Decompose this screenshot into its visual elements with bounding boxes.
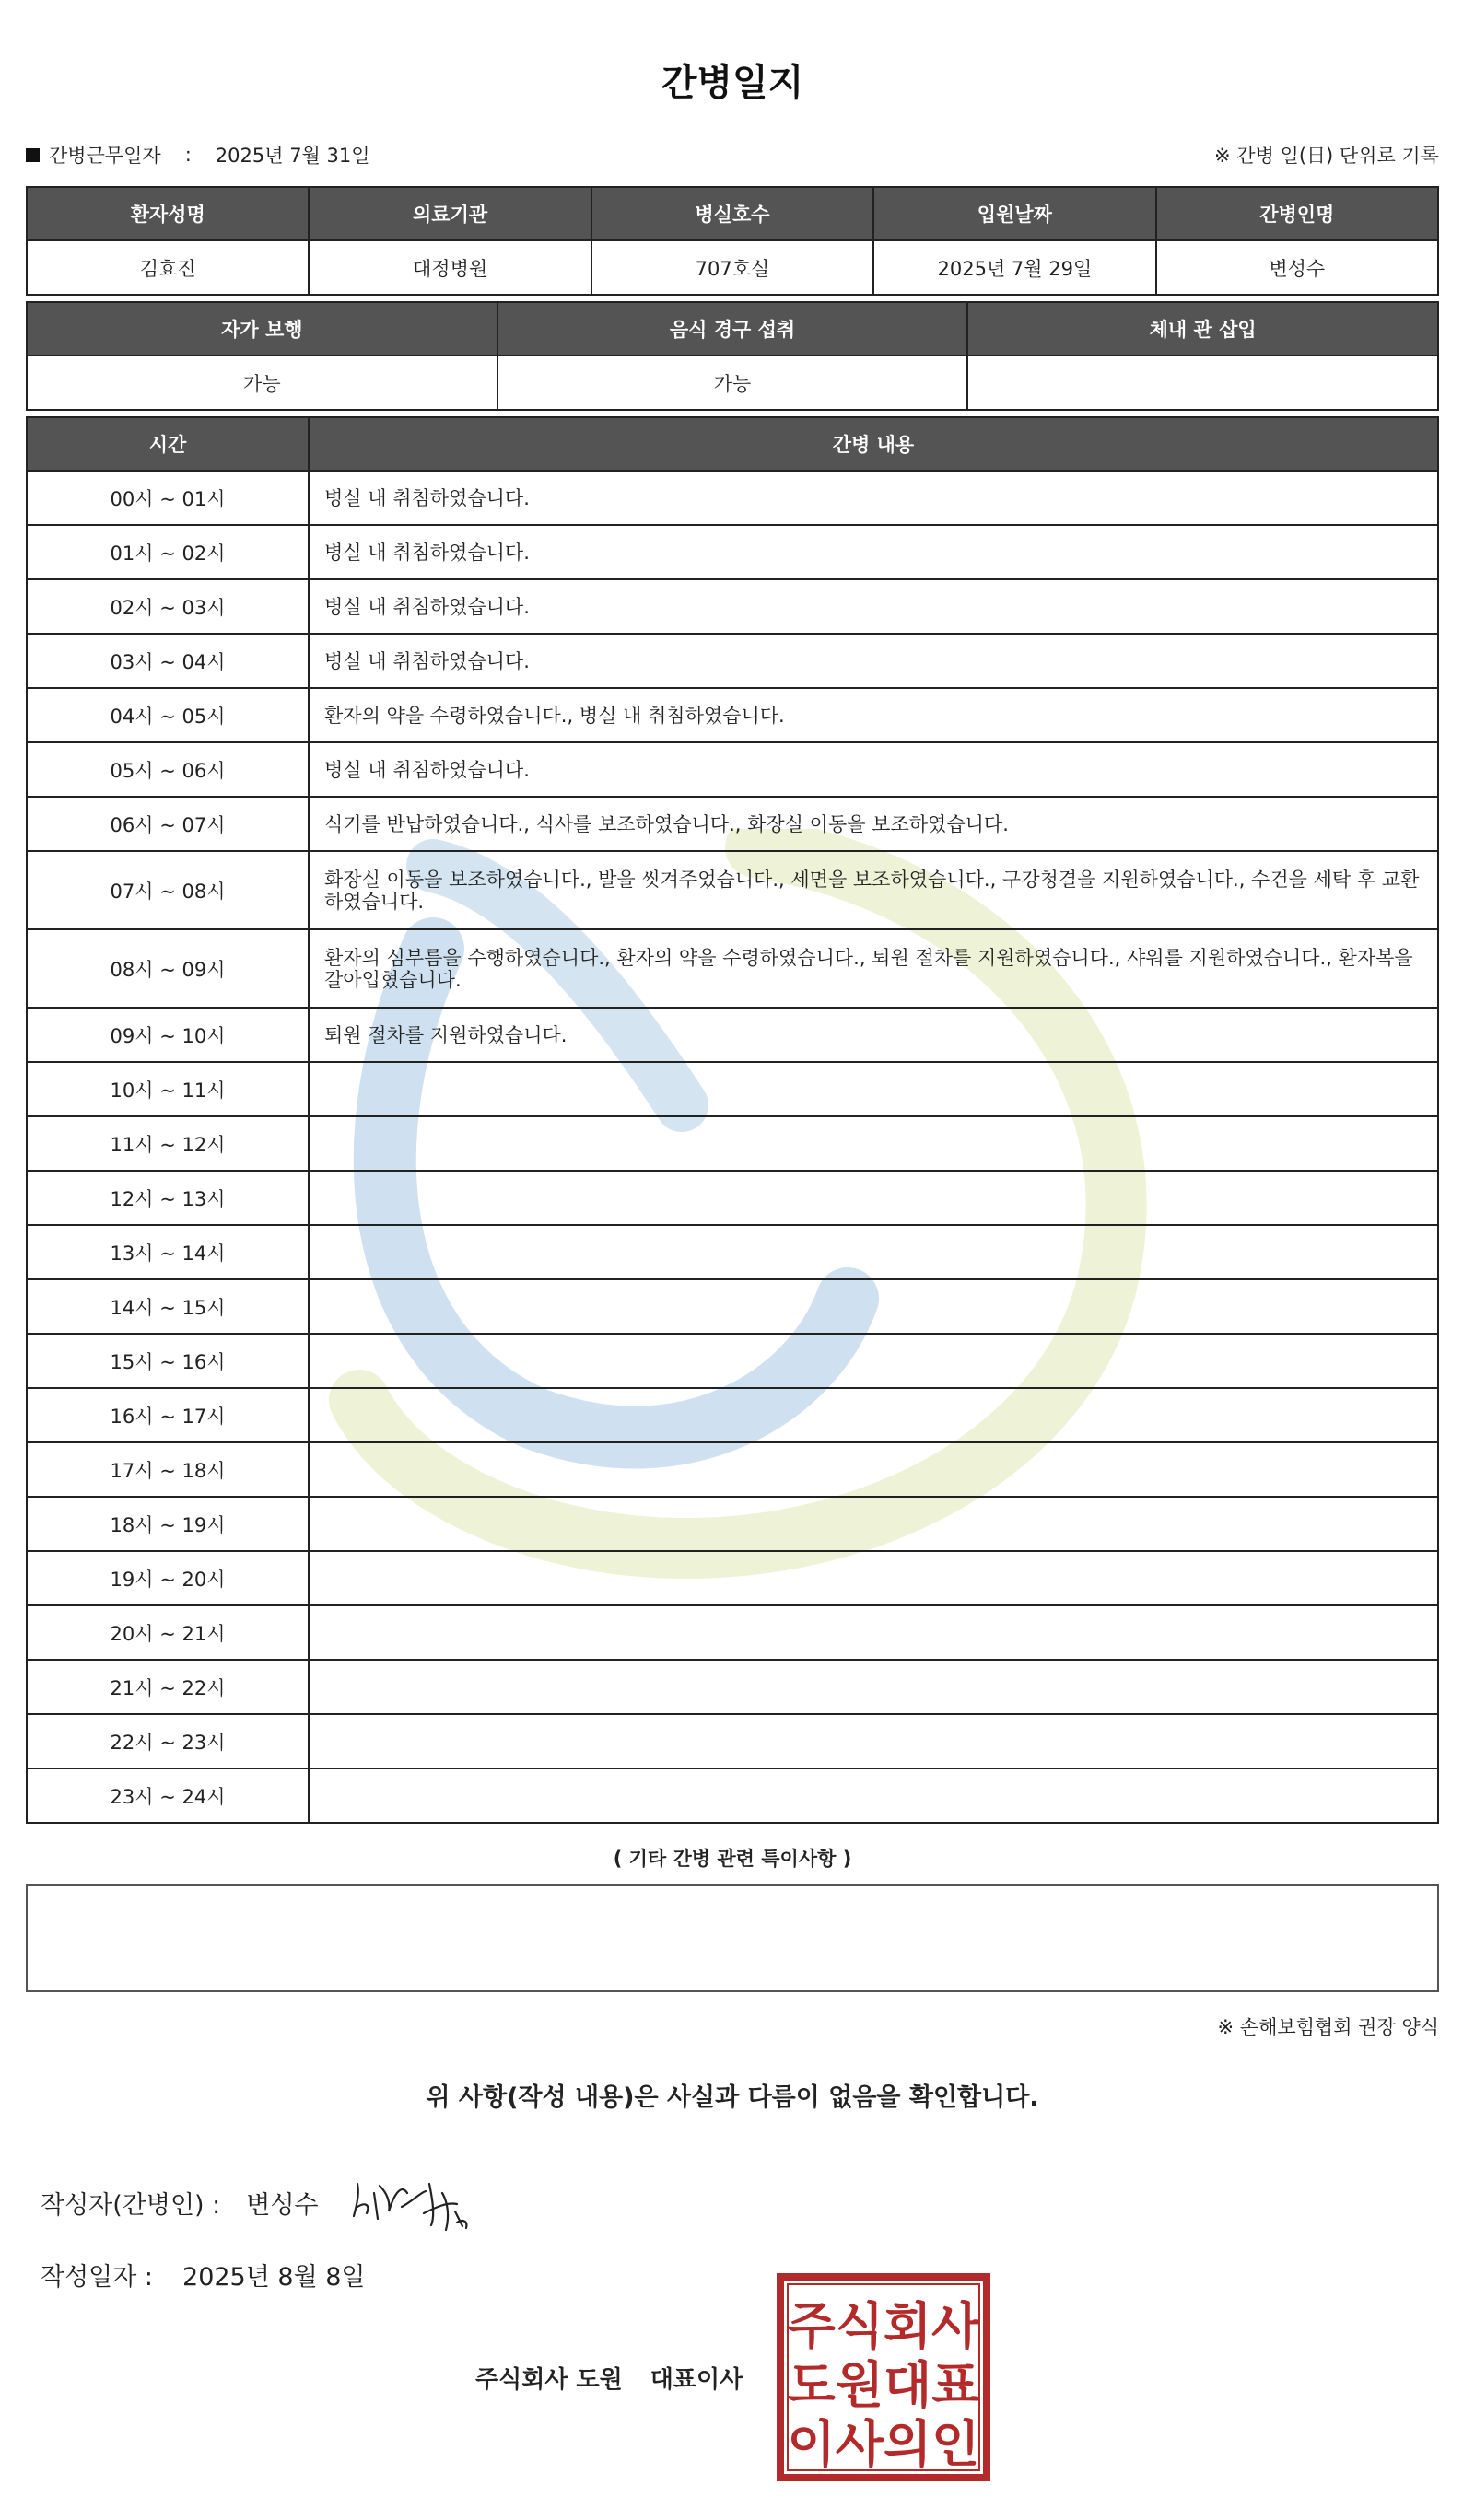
log-row bbox=[27, 525, 1438, 579]
tube-cell bbox=[967, 356, 1438, 410]
log-body bbox=[27, 471, 1438, 1823]
log-time-cell: 12시 ~ 13시 bbox=[27, 1171, 309, 1225]
log-row bbox=[27, 634, 1438, 688]
written-date-label: 작성일자 : bbox=[41, 2262, 154, 2292]
log-row bbox=[27, 471, 1438, 525]
company-name: 주식회사 도원 bbox=[475, 2366, 623, 2394]
seal-line-2: 도원대표 bbox=[787, 2356, 980, 2414]
log-row bbox=[27, 1171, 1438, 1225]
log-time-cell: 17시 ~ 18시 bbox=[27, 1442, 309, 1497]
log-content-cell bbox=[309, 1225, 1438, 1279]
log-content-cell bbox=[309, 1171, 1438, 1225]
log-row bbox=[27, 851, 1438, 929]
status-header-row bbox=[27, 302, 1438, 356]
log-time-cell: 14시 ~ 15시 bbox=[27, 1279, 309, 1334]
log-time-cell: 00시 ~ 01시 bbox=[27, 471, 309, 525]
log-content-cell: 화장실 이동을 보조하였습니다., 발을 씻겨주었습니다., 세면을 보조하였습니다., 구강청결을 지원하였습니다., 수건을 세탁 후 교환하였습니다. bbox=[309, 851, 1438, 929]
patient-value-row bbox=[27, 240, 1438, 295]
page-title: 간병일지 bbox=[661, 62, 804, 104]
log-time-cell: 22시 ~ 23시 bbox=[27, 1714, 309, 1768]
log-content-cell: 퇴원 절차를 지원하였습니다. bbox=[309, 1008, 1438, 1062]
log-content-cell bbox=[309, 1062, 1438, 1116]
walking-header: 자가 보행 bbox=[27, 302, 497, 356]
log-row bbox=[27, 1116, 1438, 1171]
care-content-header: 간병 내용 bbox=[309, 417, 1438, 471]
patient-info-table bbox=[26, 186, 1439, 296]
patient-name-cell: 김효진 bbox=[27, 240, 309, 295]
log-row bbox=[27, 1008, 1438, 1062]
patient-name-header: 환자성명 bbox=[27, 187, 309, 240]
company-text bbox=[475, 2361, 743, 2395]
form-note: ※ 손해보험협회 권장 양식 bbox=[1217, 2016, 1439, 2038]
log-content-cell bbox=[309, 1605, 1438, 1660]
work-date-value: 2025년 7월 31일 bbox=[215, 145, 370, 167]
notes-title: ( 기타 간병 관련 특이사항 ) bbox=[613, 1848, 852, 1870]
hospital-header: 의료기관 bbox=[309, 187, 591, 240]
signature-icon bbox=[346, 2165, 503, 2239]
log-content-cell bbox=[309, 1442, 1438, 1497]
log-row bbox=[27, 1605, 1438, 1660]
log-header-row bbox=[27, 417, 1438, 471]
log-row bbox=[27, 1442, 1438, 1497]
log-content-cell: 병실 내 취침하였습니다. bbox=[309, 471, 1438, 525]
company-row bbox=[26, 2273, 1439, 2485]
log-content-cell bbox=[309, 1279, 1438, 1334]
log-row bbox=[27, 579, 1438, 634]
log-content-cell bbox=[309, 1497, 1438, 1551]
log-time-cell: 06시 ~ 07시 bbox=[27, 797, 309, 851]
log-time-cell: 19시 ~ 20시 bbox=[27, 1551, 309, 1605]
log-time-cell: 23시 ~ 24시 bbox=[27, 1768, 309, 1823]
writer-name: 변성수 bbox=[246, 2190, 319, 2220]
work-date-label: 간병근무일자 bbox=[49, 145, 161, 167]
log-content-cell bbox=[309, 1388, 1438, 1442]
log-content-cell bbox=[309, 1334, 1438, 1388]
log-content-cell: 병실 내 취침하였습니다. bbox=[309, 579, 1438, 634]
log-content-cell bbox=[309, 1551, 1438, 1605]
writer-label: 작성자(간병인) : bbox=[41, 2190, 221, 2220]
confirmation-statement: 위 사항(작성 내용)은 사실과 다름이 없음을 확인합니다. bbox=[426, 2083, 1039, 2112]
unit-note: ※ 간병 일(日) 단위로 기록 bbox=[1214, 145, 1439, 167]
tube-header: 체내 관 삽입 bbox=[967, 302, 1438, 356]
log-row bbox=[27, 1551, 1438, 1605]
seal-line-1: 주식회사 bbox=[787, 2297, 980, 2355]
square-bullet-icon bbox=[26, 148, 40, 162]
log-time-cell: 02시 ~ 03시 bbox=[27, 579, 309, 634]
log-content-cell: 병실 내 취침하였습니다. bbox=[309, 742, 1438, 797]
log-content-cell bbox=[309, 1768, 1438, 1823]
oral-intake-header: 음식 경구 섭취 bbox=[497, 302, 968, 356]
seal-line-3: 이사의인 bbox=[787, 2415, 980, 2473]
time-header: 시간 bbox=[27, 417, 309, 471]
log-row bbox=[27, 929, 1438, 1008]
work-date-separator: : bbox=[184, 144, 192, 166]
room-cell: 707호실 bbox=[591, 240, 873, 295]
log-row bbox=[27, 1768, 1438, 1823]
company-seal-icon bbox=[777, 2273, 990, 2481]
room-header: 병실호수 bbox=[591, 187, 873, 240]
log-time-cell: 05시 ~ 06시 bbox=[27, 742, 309, 797]
caregiver-header: 간병인명 bbox=[1156, 187, 1438, 240]
hospital-cell: 대정병원 bbox=[309, 240, 591, 295]
admission-date-cell: 2025년 7월 29일 bbox=[873, 240, 1155, 295]
log-row bbox=[27, 1388, 1438, 1442]
work-date bbox=[26, 141, 370, 169]
patient-header-row bbox=[27, 187, 1438, 240]
log-row bbox=[27, 1714, 1438, 1768]
log-time-cell: 09시 ~ 10시 bbox=[27, 1008, 309, 1062]
log-content-cell: 병실 내 취침하였습니다. bbox=[309, 525, 1438, 579]
representative-title: 대표이사 bbox=[650, 2366, 743, 2394]
log-time-cell: 18시 ~ 19시 bbox=[27, 1497, 309, 1551]
log-time-cell: 11시 ~ 12시 bbox=[27, 1116, 309, 1171]
admission-date-header: 입원날짜 bbox=[873, 187, 1155, 240]
log-time-cell: 08시 ~ 09시 bbox=[27, 929, 309, 1008]
meta-row bbox=[26, 134, 1439, 175]
log-row bbox=[27, 742, 1438, 797]
log-time-cell: 15시 ~ 16시 bbox=[27, 1334, 309, 1388]
patient-status-table bbox=[26, 301, 1439, 411]
log-row bbox=[27, 688, 1438, 742]
log-time-cell: 10시 ~ 11시 bbox=[27, 1062, 309, 1116]
log-time-cell: 01시 ~ 02시 bbox=[27, 525, 309, 579]
log-content-cell: 식기를 반납하였습니다., 식사를 보조하였습니다., 화장실 이동을 보조하였습니다. bbox=[309, 797, 1438, 851]
status-value-row bbox=[27, 356, 1438, 410]
caregiver-cell: 변성수 bbox=[1156, 240, 1438, 295]
log-row bbox=[27, 1660, 1438, 1714]
log-row bbox=[27, 1497, 1438, 1551]
oral-intake-cell: 가능 bbox=[497, 356, 968, 410]
log-content-cell: 환자의 심부름을 수행하였습니다., 환자의 약을 수령하였습니다., 퇴원 절차를 지원하였습니다., 샤워를 지원하였습니다., 환자복을 갈아입혔습니다. bbox=[309, 929, 1438, 1008]
log-row bbox=[27, 797, 1438, 851]
log-content-cell bbox=[309, 1714, 1438, 1768]
log-content-cell bbox=[309, 1660, 1438, 1714]
writer-row bbox=[26, 2165, 1439, 2239]
log-time-cell: 13시 ~ 14시 bbox=[27, 1225, 309, 1279]
log-content-cell: 병실 내 취침하였습니다. bbox=[309, 634, 1438, 688]
log-row bbox=[27, 1334, 1438, 1388]
log-time-cell: 03시 ~ 04시 bbox=[27, 634, 309, 688]
notes-box bbox=[26, 1884, 1439, 1992]
written-date-value: 2025년 8월 8일 bbox=[182, 2262, 366, 2292]
log-time-cell: 21시 ~ 22시 bbox=[27, 1660, 309, 1714]
log-content-cell bbox=[309, 1116, 1438, 1171]
log-time-cell: 04시 ~ 05시 bbox=[27, 688, 309, 742]
walking-cell: 가능 bbox=[27, 356, 497, 410]
log-row bbox=[27, 1279, 1438, 1334]
log-time-cell: 20시 ~ 21시 bbox=[27, 1605, 309, 1660]
log-time-cell: 07시 ~ 08시 bbox=[27, 851, 309, 929]
log-row bbox=[27, 1225, 1438, 1279]
care-log-table bbox=[26, 416, 1439, 1824]
log-content-cell: 환자의 약을 수령하였습니다., 병실 내 취침하였습니다. bbox=[309, 688, 1438, 742]
log-time-cell: 16시 ~ 17시 bbox=[27, 1388, 309, 1442]
log-row bbox=[27, 1062, 1438, 1116]
